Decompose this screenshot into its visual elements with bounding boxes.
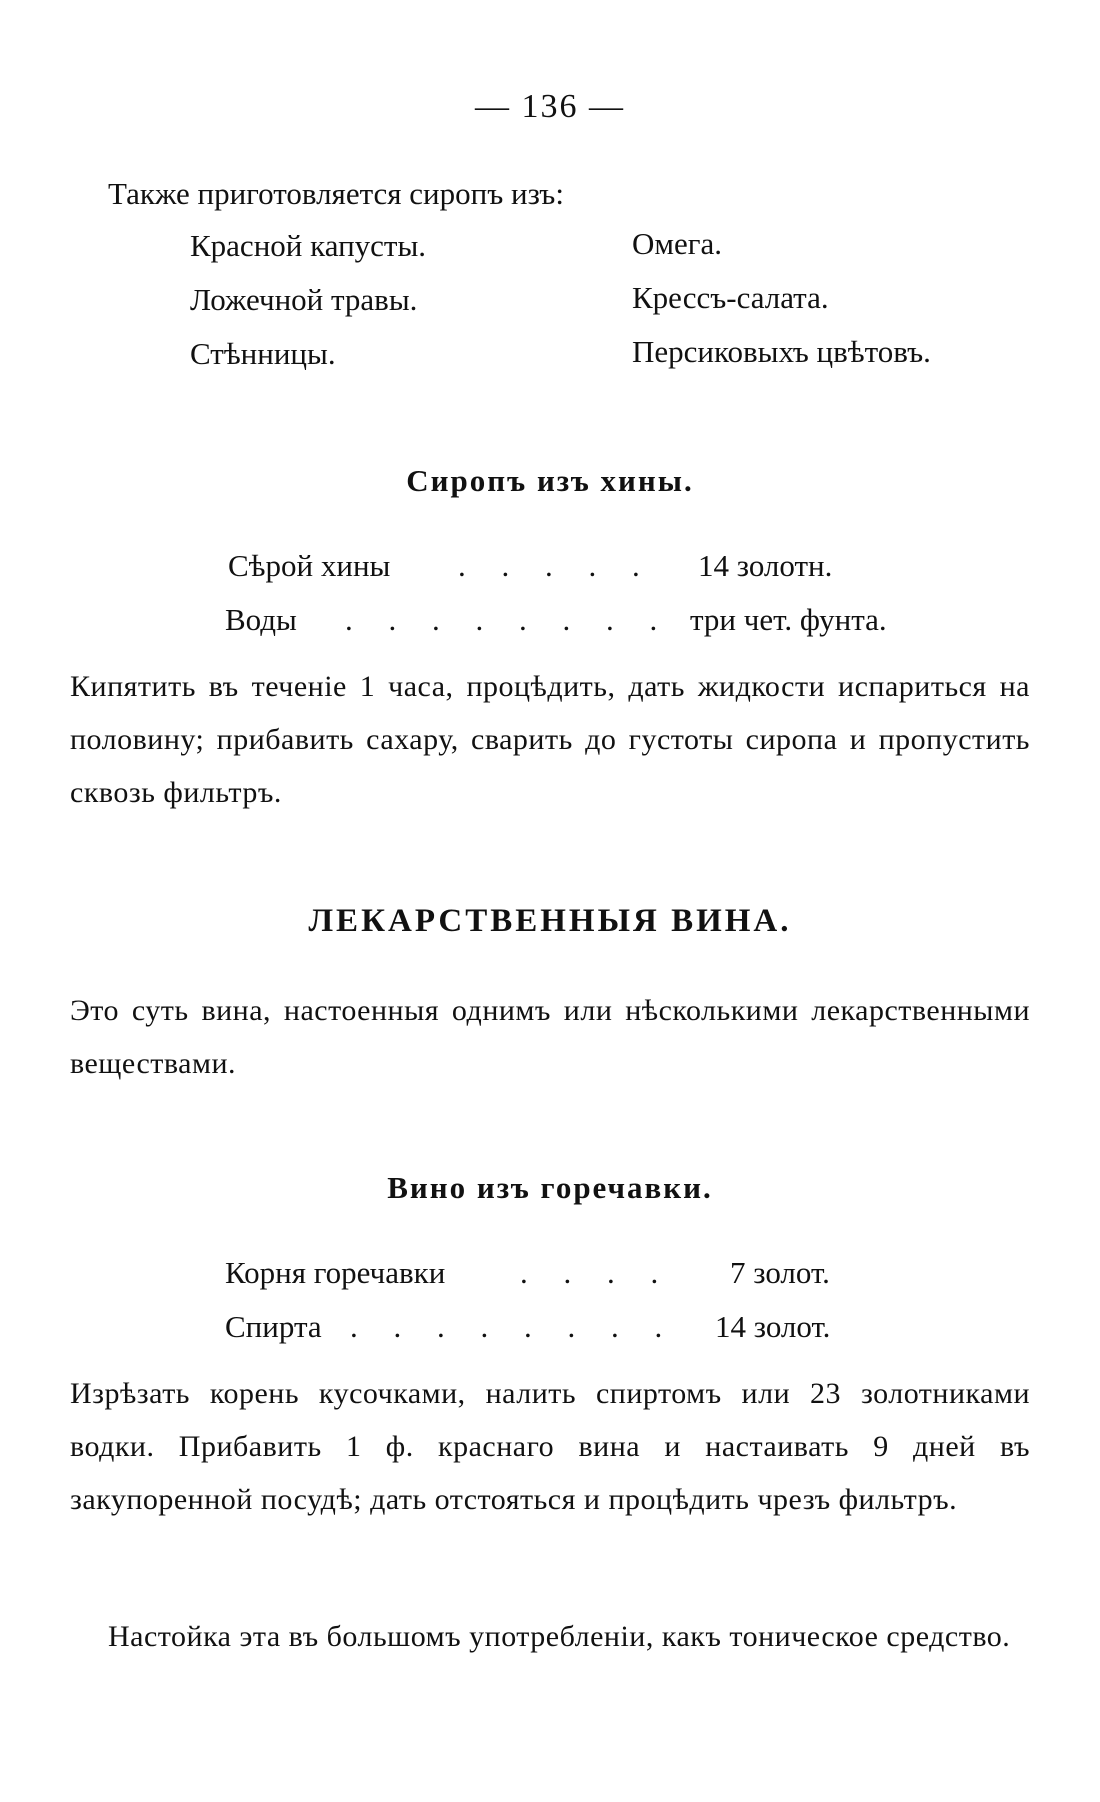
list-item: Персиковыхъ цвѣтовъ. xyxy=(632,334,931,369)
list-item: Омега. xyxy=(632,226,722,261)
leader-dots: . . . . . . . . xyxy=(345,602,672,637)
ingredient-row xyxy=(225,1311,985,1351)
list-item: Крессъ-салата. xyxy=(632,280,829,315)
list-item: Ложечной травы. xyxy=(190,282,418,317)
ingredient-name: Сѣрой хины xyxy=(228,548,391,583)
section-title: ЛЕКАРСТВЕННЫЯ ВИНА. xyxy=(308,903,792,939)
leader-dots: . . . . . xyxy=(458,548,654,583)
intro-line: Также приготовляется сиропъ изъ: xyxy=(108,176,564,211)
ingredient-amount: три чет. фунта. xyxy=(690,602,887,637)
ingredient-amount: 14 золотн. xyxy=(698,548,833,583)
instructions-paragraph: Изрѣзать корень кусочками, налить спиртомъ или 23 золотниками водки. Прибавить 1 ф. краснаго вина и настаивать 9 дней въ закупоренной посудѣ; дать отстояться и процѣдить чрезъ фильтръ. xyxy=(70,1377,1030,1516)
ingredient-name: Спирта xyxy=(225,1309,322,1344)
section-title: Сиропъ изъ хины. xyxy=(406,463,694,498)
ingredient-name: Корня горечавки xyxy=(225,1255,446,1290)
description-paragraph: Это суть вина, настоенныя однимъ или нѣсколькими лекарственными веществами. xyxy=(70,994,1030,1080)
ingredient-row xyxy=(228,550,988,590)
note-paragraph: Настойка эта въ большомъ употребленіи, какъ тоническое средство. xyxy=(108,1620,1011,1653)
ingredient-amount: 14 золот. xyxy=(715,1309,831,1344)
ingredient-name: Воды xyxy=(225,602,297,637)
ingredient-row xyxy=(225,604,995,644)
ingredient-row xyxy=(225,1257,985,1297)
section-title: Вино изъ горечавки. xyxy=(387,1170,713,1205)
leader-dots: . . . . . . . . xyxy=(350,1309,677,1344)
instructions-paragraph: Кипятить въ теченіе 1 часа, процѣдить, дать жидкости испариться на половину; прибавить сахару, сварить до густоты сиропа и пропустить сквозь фильтръ. xyxy=(70,670,1030,809)
list-item: Стѣнницы. xyxy=(190,336,336,371)
list-item: Красной капусты. xyxy=(190,228,427,263)
page-number: — 136 — xyxy=(475,88,625,125)
ingredient-amount: 7 золот. xyxy=(730,1255,830,1290)
leader-dots: . . . . xyxy=(520,1255,673,1290)
